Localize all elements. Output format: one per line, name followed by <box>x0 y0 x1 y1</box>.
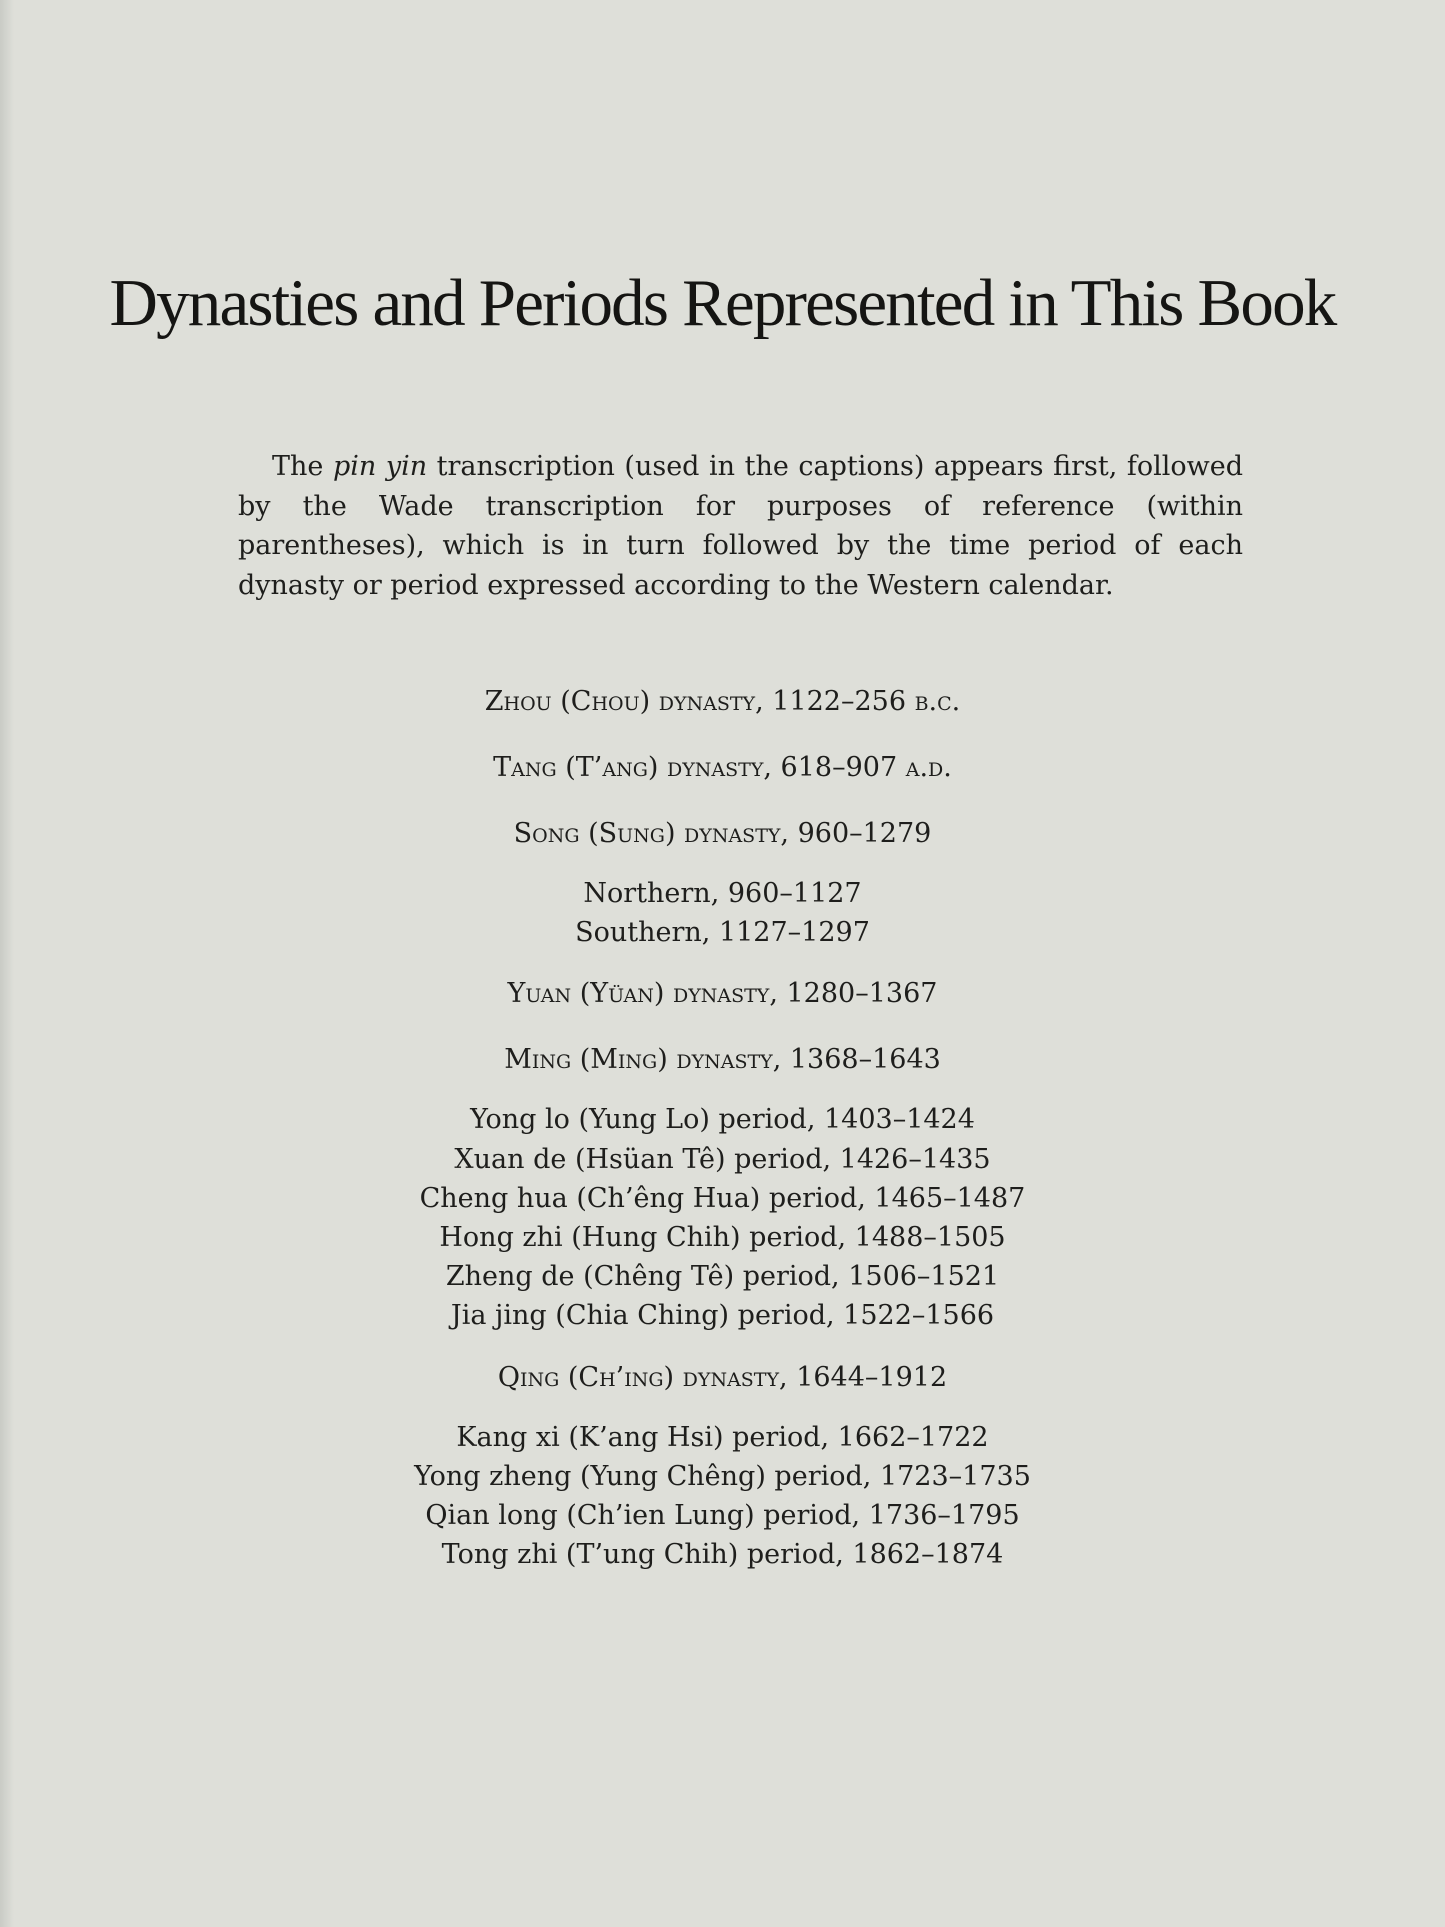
dynasty-name: Qing (Ch’ing) dynasty <box>497 1361 780 1393</box>
dynasty-yuan <box>0 974 1445 1013</box>
intro-text-start: The <box>272 451 333 482</box>
dynasty-era: b.c. <box>914 686 961 717</box>
dynasty-years: , 1368–1643 <box>772 1044 941 1076</box>
intro-text-rest: transcription (used in the captions) appears first, followed by the Wade transcription for purposes of reference (within parentheses), which is in turn followed by the time period of each dynasty or period expressed according to the Western calendar. <box>238 451 1243 601</box>
period-item: Kang xi (K’ang Hsi) period, 1662–1722 <box>456 1421 989 1453</box>
period-item: Southern, 1127–1297 <box>575 917 870 949</box>
dynasty-name: Tang (T’ang) dynasty <box>493 752 764 783</box>
dynasty-era: a.d. <box>905 752 952 783</box>
qing-periods <box>0 1418 1445 1575</box>
period-item: Qian long (Ch’ien Lung) period, 1736–1795 <box>425 1500 1020 1532</box>
period-item: Northern, 960–1127 <box>583 878 862 909</box>
period-item: Cheng hua (Ch’êng Hua) period, 1465–1487 <box>419 1182 1026 1214</box>
dynasty-years: , 960–1279 <box>780 818 932 849</box>
dynasty-tang <box>0 748 1445 787</box>
intro-paragraph <box>238 447 1243 605</box>
dynasty-zhou <box>0 682 1445 721</box>
dynasty-name: Ming (Ming) dynasty <box>504 1044 773 1076</box>
period-item: Xuan de (Hsüan Tê) period, 1426–1435 <box>454 1143 991 1175</box>
period-item: Yong zheng (Yung Chêng) period, 1723–1735 <box>414 1460 1031 1492</box>
period-item: Jia jing (Chia Ching) period, 1522–1566 <box>450 1300 995 1332</box>
dynasty-years: , 618–907 <box>763 752 906 783</box>
dynasty-years: , 1122–256 <box>755 686 915 717</box>
dynasty-list <box>0 682 1445 1596</box>
dynasty-ming <box>0 1040 1445 1079</box>
ming-periods <box>0 1100 1445 1335</box>
period-item: Tong zhi (T’ung Chih) period, 1862–1874 <box>441 1539 1004 1571</box>
song-periods <box>0 874 1445 952</box>
period-item: Yong lo (Yung Lo) period, 1403–1424 <box>470 1104 975 1136</box>
dynasty-years: , 1644–1912 <box>779 1361 948 1393</box>
period-item: Hong zhi (Hung Chih) period, 1488–1505 <box>439 1222 1006 1254</box>
intro-pin-yin-term: pin yin <box>332 451 428 482</box>
dynasty-qing <box>0 1358 1445 1397</box>
dynasty-name: Zhou (Chou) dynasty <box>484 686 756 717</box>
dynasty-name: Yuan (Yüan) dynasty <box>507 978 770 1010</box>
page-title: Dynasties and Periods Represented in This Book <box>109 266 1336 340</box>
dynasty-years: , 1280–1367 <box>769 978 938 1010</box>
dynasty-name: Song (Sung) dynasty <box>513 818 781 849</box>
dynasty-song <box>0 814 1445 853</box>
period-item: Zheng de (Chêng Tê) period, 1506–1521 <box>445 1261 1000 1293</box>
